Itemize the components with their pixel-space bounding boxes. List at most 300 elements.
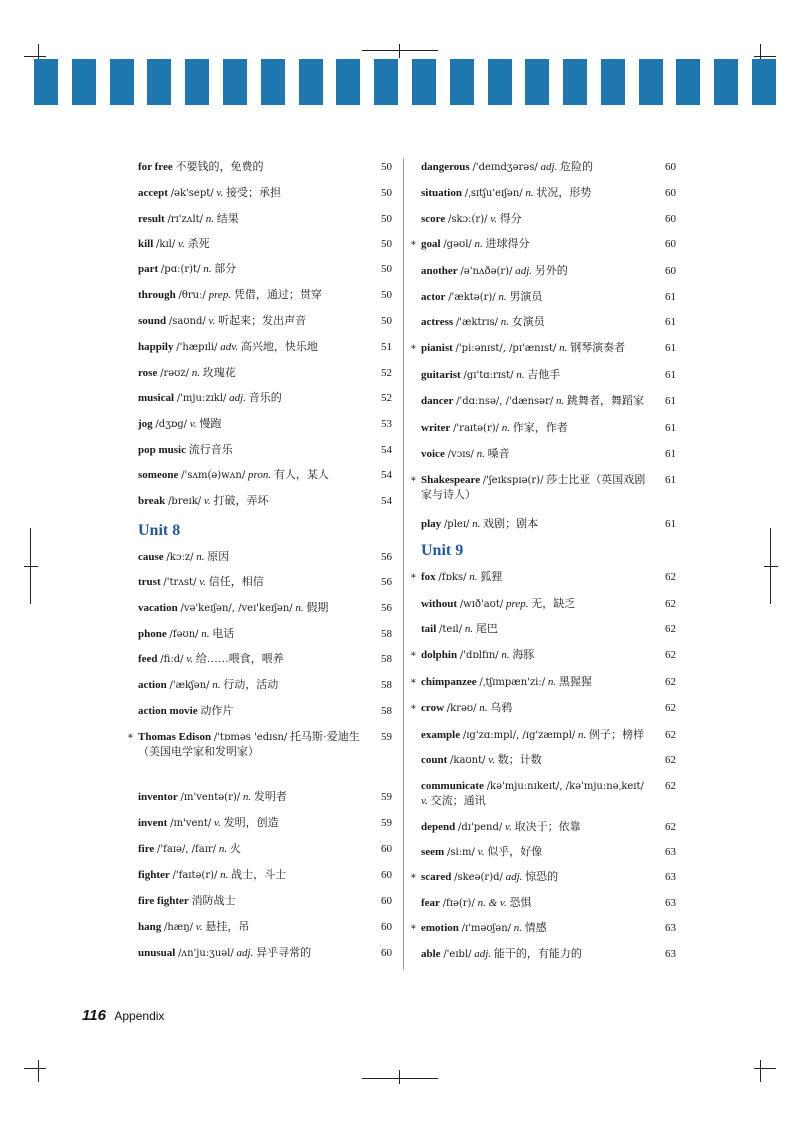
vocab-phonetic: /'æktə(r)/ — [448, 292, 496, 303]
star-icon: ∗ — [410, 702, 417, 713]
vocab-page-ref: 59 — [381, 791, 392, 803]
vocab-page-ref: 60 — [381, 895, 392, 907]
vocab-page-ref: 62 — [665, 623, 676, 635]
header-stripe — [450, 59, 474, 105]
vocab-entry — [421, 290, 676, 305]
vocab-pos: v. — [421, 795, 428, 807]
vocab-entry — [421, 517, 676, 532]
vocab-page-ref: 62 — [665, 598, 676, 610]
header-stripe — [299, 59, 323, 105]
vocab-entry — [410, 237, 676, 252]
vocab-meaning: 结果 — [216, 213, 239, 225]
vocab-word: Shakespeare — [421, 474, 481, 486]
vocab-meaning: 动作片 — [200, 705, 234, 717]
vocab-phonetic: /və'keɪʃən/, /veɪ'keɪʃən/ — [180, 603, 293, 614]
vocab-word: phone — [138, 628, 167, 640]
vocab-page-ref: 56 — [381, 551, 392, 563]
vocab-pos: v. — [214, 817, 221, 829]
vocab-pos: n. — [201, 628, 210, 640]
vocab-entry — [421, 315, 676, 330]
vocab-page-ref: 50 — [381, 187, 392, 199]
vocab-word: invent — [138, 817, 168, 829]
header-stripe — [563, 59, 587, 105]
vocab-pos: v. — [208, 315, 216, 327]
vocab-entry — [421, 896, 676, 911]
vocab-page-ref: 60 — [381, 843, 392, 855]
vocab-entry — [421, 753, 676, 768]
vocab-page-ref: 63 — [665, 948, 676, 960]
vocab-word: score — [421, 213, 446, 225]
vocab-meaning: 作家，作者 — [512, 422, 568, 434]
vocab-pos: n. — [472, 518, 481, 530]
vocab-meaning: 另外的 — [534, 265, 568, 277]
vocab-word: sound — [138, 315, 167, 327]
vocab-phonetic: /'tɒməs 'edɪsn/ — [213, 732, 288, 743]
vocab-meaning: 嗓音 — [487, 448, 510, 460]
vocab-entry — [421, 160, 676, 175]
vocab-page-ref: 60 — [665, 161, 676, 173]
vocab-meaning: 得分 — [499, 213, 522, 225]
vocab-entry — [138, 550, 392, 565]
vocab-word: pianist — [421, 342, 453, 354]
vocab-phonetic: /saʊnd/ — [168, 316, 206, 327]
star-icon: ∗ — [410, 342, 417, 353]
vocab-pos: n. — [555, 395, 565, 407]
vocab-pos: n. — [525, 187, 534, 199]
vocab-pos: v. — [490, 213, 498, 225]
vocab-phonetic: /hæŋ/ — [164, 922, 194, 933]
vocab-page-ref: 50 — [381, 161, 392, 173]
vocab-meaning: 戏剧；剧本 — [483, 518, 539, 530]
header-stripe — [72, 59, 96, 105]
vocab-word: feed — [138, 653, 158, 665]
vocab-meaning: 能干的，有能力的 — [493, 948, 582, 960]
header-stripe — [110, 59, 134, 105]
vocab-entry — [138, 443, 392, 457]
vocab-meaning: 原因 — [207, 551, 230, 563]
vocab-word: without — [421, 598, 458, 610]
vocab-pos: prep. — [208, 289, 232, 301]
vocab-meaning: 托马斯·爱迪生（美国电学家和发明家） — [138, 731, 360, 758]
vocab-page-ref: 63 — [665, 846, 676, 858]
vocab-entry — [421, 845, 676, 860]
vocab-meaning: 听起来；发出声音 — [218, 315, 307, 327]
vocab-word: vacation — [138, 602, 178, 614]
vocab-meaning: 乌鸦 — [490, 702, 513, 714]
vocab-entry — [421, 622, 676, 637]
vocab-page-ref: 59 — [381, 731, 392, 743]
vocab-meaning: 消防战士 — [191, 895, 236, 907]
vocab-phonetic: /ə'nʌðə(r)/ — [460, 266, 513, 277]
vocab-phonetic: /pɑː(r)t/ — [160, 264, 201, 275]
vocab-pos: n. — [295, 602, 304, 614]
star-icon: ∗ — [410, 871, 417, 882]
vocab-entry — [138, 417, 392, 432]
header-stripe — [412, 59, 436, 105]
vocab-meaning: 信任，相信 — [208, 576, 264, 588]
unit-heading: Unit 8 — [138, 522, 181, 539]
vocab-entry — [410, 341, 676, 356]
vocab-phonetic: /vɔɪs/ — [447, 449, 474, 460]
vocab-word: scared — [421, 871, 452, 883]
vocab-page-ref: 50 — [381, 263, 392, 275]
vocab-phonetic: /skɔː(r)/ — [447, 214, 488, 225]
vocab-entry — [138, 842, 392, 857]
header-stripe — [676, 59, 700, 105]
vocab-word: communicate — [421, 780, 484, 792]
header-stripe — [525, 59, 549, 105]
vocab-page-ref: 58 — [381, 653, 392, 665]
vocab-meaning: 给……喂食，喂养 — [195, 653, 284, 665]
vocab-phonetic: /rəʊz/ — [160, 368, 190, 379]
vocab-entry — [421, 947, 676, 962]
vocab-meaning: 流行音乐 — [188, 444, 233, 456]
vocab-pos: adj. — [540, 161, 558, 173]
vocab-phonetic: /dʒɒg/ — [155, 419, 188, 430]
vocab-pos: n. — [559, 342, 568, 354]
vocab-word: play — [421, 518, 442, 530]
vocab-meaning: 假期 — [306, 602, 329, 614]
vocab-page-ref: 62 — [665, 702, 676, 714]
vocab-meaning: 男演员 — [509, 291, 543, 303]
vocab-phonetic: /'raɪtə(r)/ — [453, 423, 500, 434]
crop-mark — [399, 44, 400, 58]
vocab-phonetic: /'trʌst/ — [163, 577, 197, 588]
vocab-entry — [410, 921, 676, 936]
vocab-word: emotion — [421, 922, 459, 934]
star-icon: ∗ — [410, 238, 417, 249]
vocab-phonetic: /fiːd/ — [160, 654, 184, 665]
vocab-meaning: 有人，某人 — [273, 469, 329, 481]
star-icon: ∗ — [410, 474, 417, 485]
vocab-phonetic: /ɪ'məʊʃən/ — [461, 923, 512, 934]
vocab-page-ref: 60 — [381, 947, 392, 959]
vocab-meaning: 吉他手 — [527, 369, 561, 381]
vocab-pos: adj. — [474, 948, 492, 960]
vocab-page-ref: 62 — [665, 754, 676, 766]
vocab-page-ref: 60 — [381, 921, 392, 933]
vocab-word: guitarist — [421, 369, 461, 381]
vocab-page-ref: 50 — [381, 315, 392, 327]
vocab-phonetic: /'deɪndʒərəs/ — [472, 162, 538, 173]
vocab-word: seem — [421, 846, 445, 858]
vocab-word: chimpanzee — [421, 676, 477, 688]
vocab-meaning: 部分 — [214, 263, 237, 275]
vocab-entry — [138, 627, 392, 642]
vocab-pos: adj. — [515, 265, 533, 277]
page-number: 116 — [82, 1007, 106, 1024]
vocab-meaning: 女演员 — [511, 316, 545, 328]
vocab-meaning: 高兴地，快乐地 — [240, 341, 318, 353]
vocab-word: someone — [138, 469, 179, 481]
vocab-word: kill — [138, 238, 154, 250]
vocab-word: result — [138, 213, 165, 225]
vocab-pos: adj. — [505, 871, 523, 883]
vocab-pos: n. — [196, 551, 205, 563]
vocab-phonetic: /'ʃeɪkspɪə(r)/ — [482, 475, 544, 486]
vocab-entry — [138, 601, 392, 616]
header-stripe — [185, 59, 209, 105]
vocab-meaning: 悬挂，吊 — [205, 921, 250, 933]
vocab-pos: n. — [474, 238, 483, 250]
vocab-word: goal — [421, 238, 441, 250]
header-stripe — [488, 59, 512, 105]
vocab-page-ref: 62 — [665, 780, 676, 792]
vocab-phonetic: /'ækʃən/ — [169, 680, 210, 691]
vocab-phonetic: /'eɪbl/ — [443, 949, 472, 960]
vocab-entry — [127, 730, 392, 759]
vocab-phonetic: /'æktrɪs/ — [455, 317, 499, 328]
vocab-page-ref: 63 — [665, 922, 676, 934]
vocab-word: fighter — [138, 869, 170, 881]
vocab-pos: n. — [464, 623, 474, 635]
page-footer — [82, 1007, 164, 1025]
vocab-entry — [410, 648, 676, 663]
vocab-entry — [138, 652, 392, 667]
vocab-word: actress — [421, 316, 454, 328]
header-stripe — [752, 59, 776, 105]
vocab-meaning: 情感 — [524, 922, 547, 934]
vocab-entry — [410, 473, 676, 502]
vocab-word: situation — [421, 187, 462, 199]
crop-mark — [760, 1060, 761, 1082]
vocab-phonetic: /skeə(r)d/ — [454, 872, 503, 883]
header-stripe — [374, 59, 398, 105]
vocab-entry — [138, 468, 392, 483]
vocab-pos: v. — [488, 754, 496, 766]
vocab-word: break — [138, 495, 166, 507]
vocab-meaning: 钢琴演奏者 — [570, 342, 626, 354]
vocab-word: inventor — [138, 791, 178, 803]
vocab-phonetic: /gɪ'tɑːrɪst/ — [463, 370, 514, 381]
vocab-word: pop music — [138, 444, 186, 456]
vocab-pos: pron. — [247, 469, 272, 481]
vocab-page-ref: 56 — [381, 576, 392, 588]
vocab-pos: v. — [189, 418, 197, 430]
vocab-meaning: 杀死 — [187, 238, 210, 250]
vocab-entry — [410, 701, 676, 716]
vocab-page-ref: 63 — [665, 871, 676, 883]
vocab-pos: n. — [547, 676, 557, 688]
vocab-meaning: 进球得分 — [485, 238, 530, 250]
vocab-phonetic: /breɪk/ — [168, 496, 202, 507]
vocab-page-ref: 61 — [665, 474, 676, 486]
vocab-meaning: 状况，形势 — [536, 187, 592, 199]
vocab-pos: adv. — [220, 341, 239, 353]
vocab-entry — [421, 447, 676, 462]
vocab-entry — [138, 704, 392, 718]
header-stripe — [223, 59, 247, 105]
vocab-page-ref: 53 — [381, 418, 392, 430]
vocab-meaning: 凭借，通过；贯穿 — [233, 289, 322, 301]
vocab-phonetic: /kaʊnt/ — [450, 755, 486, 766]
vocab-phonetic: /ʌn'juːʒuəl/ — [178, 948, 234, 959]
vocab-word: dangerous — [421, 161, 470, 173]
vocab-meaning: 行动，活动 — [223, 679, 279, 691]
crop-mark — [754, 1068, 776, 1069]
vocab-meaning: 接受；承担 — [225, 187, 281, 199]
vocab-meaning: 取决于；依靠 — [514, 821, 581, 833]
vocab-pos: n. — [516, 369, 525, 381]
vocab-entry — [138, 366, 392, 381]
header-stripe — [147, 59, 171, 105]
vocab-entry — [410, 570, 676, 585]
vocab-phonetic: /'sʌm(ə)wʌn/ — [181, 470, 246, 481]
vocab-phonetic: /θruː/ — [178, 290, 206, 301]
vocab-word: fox — [421, 571, 436, 583]
crop-mark — [38, 1060, 39, 1082]
header-stripe-band — [34, 59, 776, 105]
vocab-page-ref: 62 — [665, 821, 676, 833]
vocab-word: jog — [138, 418, 153, 430]
vocab-phonetic: /'faɪtə(r)/ — [172, 870, 218, 881]
vocab-page-ref: 62 — [665, 649, 676, 661]
vocab-page-ref: 50 — [381, 213, 392, 225]
crop-mark — [362, 50, 438, 51]
vocab-entry — [421, 394, 676, 409]
vocab-meaning: 玫瑰花 — [202, 367, 236, 379]
vocab-meaning: 发明者 — [253, 791, 287, 803]
vocab-entry — [138, 575, 392, 590]
vocab-pos: n. — [501, 649, 510, 661]
vocab-pos: n. — [220, 869, 229, 881]
vocab-page-ref: 58 — [381, 628, 392, 640]
vocab-meaning: 恐惧 — [509, 897, 532, 909]
vocab-entry — [138, 894, 392, 908]
vocab-pos: v. — [505, 821, 512, 833]
vocab-entry — [421, 779, 676, 808]
vocab-phonetic: /ɪg'zɑːmpl/, /ɪg'zæmpl/ — [462, 730, 576, 741]
vocab-pos: n. — [218, 843, 228, 855]
vocab-entry — [138, 816, 392, 831]
vocab-phonetic: /'piːənɪst/, /pɪ'ænɪst/ — [455, 343, 557, 354]
vocab-entry — [410, 870, 676, 885]
vocab-word: musical — [138, 392, 175, 404]
vocab-entry — [410, 675, 676, 690]
vocab-meaning: 交流；通讯 — [430, 795, 486, 807]
vocab-phonetic: /fɪə(r)/ — [442, 898, 475, 909]
vocab-word: trust — [138, 576, 161, 588]
vocab-phonetic: /'mjuːzɪkl/ — [176, 393, 227, 404]
vocab-entry — [421, 597, 676, 612]
vocab-pos: n. — [498, 291, 507, 303]
vocab-meaning: 不要钱的，免费的 — [175, 161, 264, 173]
vocab-phonetic: /'hæpɪli/ — [176, 342, 218, 353]
vocab-phonetic: /fəʊn/ — [169, 629, 199, 640]
header-stripe — [34, 59, 58, 105]
vocab-pos: n. — [203, 263, 212, 275]
vocab-meaning: 莎士比亚（英国戏剧家与诗人） — [421, 474, 646, 501]
vocab-word: writer — [421, 422, 451, 434]
vocab-page-ref: 62 — [665, 571, 676, 583]
vocab-word: action movie — [138, 705, 198, 717]
star-icon: ∗ — [410, 649, 417, 660]
vocab-word: part — [138, 263, 159, 275]
vocab-word: for free — [138, 161, 173, 173]
vocab-meaning: 跳舞者，舞蹈家 — [566, 395, 644, 407]
vocab-page-ref: 58 — [381, 705, 392, 717]
vocab-meaning: 狐狸 — [480, 571, 503, 583]
vocab-entry — [138, 868, 392, 883]
header-stripe — [261, 59, 285, 105]
vocab-page-ref: 61 — [665, 316, 676, 328]
vocab-entry — [138, 288, 392, 303]
vocab-pos: prep. — [506, 598, 529, 610]
vocab-word: Thomas Edison — [138, 731, 212, 743]
vocab-page-ref: 51 — [381, 341, 392, 353]
vocab-page-ref: 60 — [665, 265, 676, 277]
vocab-meaning: 惊恐的 — [525, 871, 559, 883]
vocab-pos: v. — [203, 495, 211, 507]
header-stripe — [714, 59, 738, 105]
vocab-pos: v. — [477, 846, 485, 858]
vocab-pos: v. — [186, 653, 194, 665]
vocab-entry — [138, 391, 392, 406]
star-icon: ∗ — [410, 922, 417, 933]
vocab-phonetic: /pleɪ/ — [443, 519, 470, 530]
vocab-phonetic: /wɪð'aʊt/ — [459, 599, 504, 610]
vocab-meaning: 危险的 — [560, 161, 594, 173]
crop-mark — [399, 1070, 400, 1084]
vocab-meaning: 战士，斗士 — [231, 869, 287, 881]
vocab-meaning: 异乎寻常的 — [256, 947, 312, 959]
vocab-word: fire — [138, 843, 155, 855]
vocab-entry — [138, 237, 392, 252]
vocab-pos: n. — [469, 571, 478, 583]
vocab-pos: n. — [242, 791, 252, 803]
vocab-phonetic: /dɪ'pend/ — [458, 822, 503, 833]
vocab-word: crow — [421, 702, 445, 714]
vocab-meaning: 无，缺乏 — [531, 598, 576, 610]
vocab-word: cause — [138, 551, 164, 563]
vocab-word: depend — [421, 821, 456, 833]
vocab-phonetic: /'faɪə/, /faɪr/ — [157, 844, 217, 855]
vocab-word: example — [421, 729, 461, 741]
vocab-page-ref: 59 — [381, 817, 392, 829]
vocab-pos: n. & v. — [477, 897, 507, 909]
vocab-word: hang — [138, 921, 162, 933]
vocab-phonetic: /'dɒlfɪn/ — [459, 650, 499, 661]
vocab-entry — [421, 186, 676, 201]
vocab-meaning: 海豚 — [512, 649, 535, 661]
vocab-phonetic: /fɒks/ — [438, 572, 467, 583]
vocab-entry — [421, 728, 676, 743]
vocab-entry — [138, 340, 392, 355]
vocab-entry — [138, 494, 392, 509]
column-divider — [403, 158, 404, 970]
vocab-page-ref: 62 — [665, 729, 676, 741]
vocab-phonetic: /ˌtʃɪmpæn'ziː/ — [479, 677, 546, 688]
vocab-entry — [421, 421, 676, 436]
crop-mark — [24, 56, 46, 57]
vocab-page-ref: 61 — [665, 291, 676, 303]
vocab-entry — [138, 314, 392, 329]
footer-label: Appendix — [114, 1009, 165, 1023]
vocab-entry — [138, 186, 392, 201]
vocab-page-ref: 56 — [381, 602, 392, 614]
vocab-phonetic: /ək'sept/ — [170, 188, 214, 199]
vocab-meaning: 数；计数 — [497, 754, 542, 766]
vocab-page-ref: 54 — [381, 469, 392, 481]
vocab-word: fear — [421, 897, 440, 909]
vocab-page-ref: 61 — [665, 395, 676, 407]
vocab-pos: n. — [191, 367, 201, 379]
vocab-meaning: 音乐的 — [248, 392, 282, 404]
crop-mark — [362, 1078, 438, 1079]
vocab-word: rose — [138, 367, 158, 379]
unit-heading: Unit 9 — [421, 542, 464, 559]
vocab-word: actor — [421, 291, 446, 303]
